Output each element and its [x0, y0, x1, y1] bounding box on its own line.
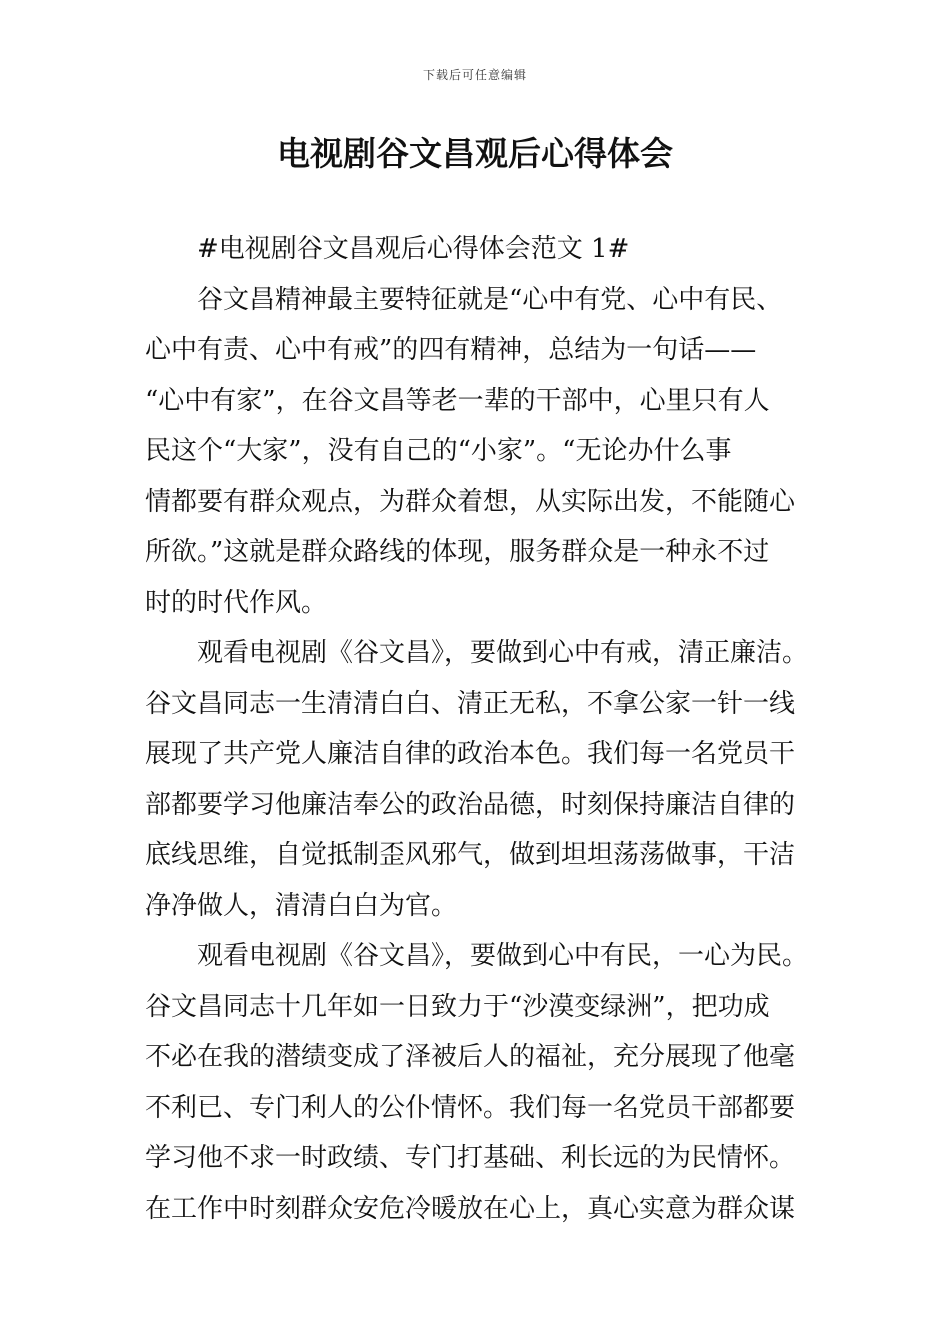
paragraph-line: 时的时代作风。: [145, 587, 328, 618]
paragraph-line: 在工作中时刻群众安危冷暖放在心上，真心实意为群众谋: [145, 1193, 796, 1224]
section-heading: #电视剧谷文昌观后心得体会范文 1#: [197, 234, 630, 264]
paragraph-line: 不利已、专门利人的公仆情怀。我们每一名党员干部都要: [145, 1092, 796, 1123]
paragraph-line: 净净做人，清清白白为官。: [145, 890, 458, 921]
document-title: 电视剧谷文昌观后心得体会: [277, 134, 673, 173]
paragraph-line: 民这个“大家”，没有自己的“小家”。“无论办什么事: [145, 436, 732, 466]
paragraph-line: 展现了共产党人廉洁自律的政治本色。我们每一名党员干: [145, 739, 796, 769]
document-body: [145, 224, 835, 1234]
paragraph-line: “心中有家”，在谷文昌等老一辈的干部中，心里只有人: [145, 385, 770, 416]
paragraph-line: 底线思维，自觉抵制歪风邪气，做到坦坦荡荡做事，干洁: [145, 840, 796, 870]
paragraph-line: 谷文昌同志一生清清白白、清正无私，不拿公家一针一线: [145, 688, 796, 719]
paragraph-line: 情都要有群众观点，为群众着想，从实际出发，不能随心: [145, 486, 796, 517]
paragraph-line: 观看电视剧《谷文昌》，要做到心中有民，一心为民。: [197, 941, 809, 971]
paragraph-line: 观看电视剧《谷文昌》，要做到心中有戒，清正廉洁。: [197, 638, 809, 668]
paragraph-line: 谷文昌同志十几年如一日致力于“沙漠变绿洲”，把功成: [145, 991, 770, 1022]
paragraph-line: 谷文昌精神最主要特征就是“心中有党、心中有民、: [197, 284, 783, 315]
paragraph-line: 学习他不求一时政绩、专门打基础、利长远的为民情怀。: [145, 1143, 796, 1173]
paragraph-line: 所欲。”这就是群众路线的体现，服务群众是一种永不过: [145, 537, 770, 567]
paragraph-line: 部都要学习他廉洁奉公的政治品德，时刻保持廉洁自律的: [145, 789, 796, 820]
paragraph-line: 不必在我的潜绩变成了泽被后人的福祉，充分展现了他毫: [145, 1042, 796, 1072]
page-header-note: 下载后可任意编辑: [422, 68, 527, 82]
paragraph-line: 心中有责、心中有戒”的四有精神，总结为一句话——: [145, 335, 757, 365]
